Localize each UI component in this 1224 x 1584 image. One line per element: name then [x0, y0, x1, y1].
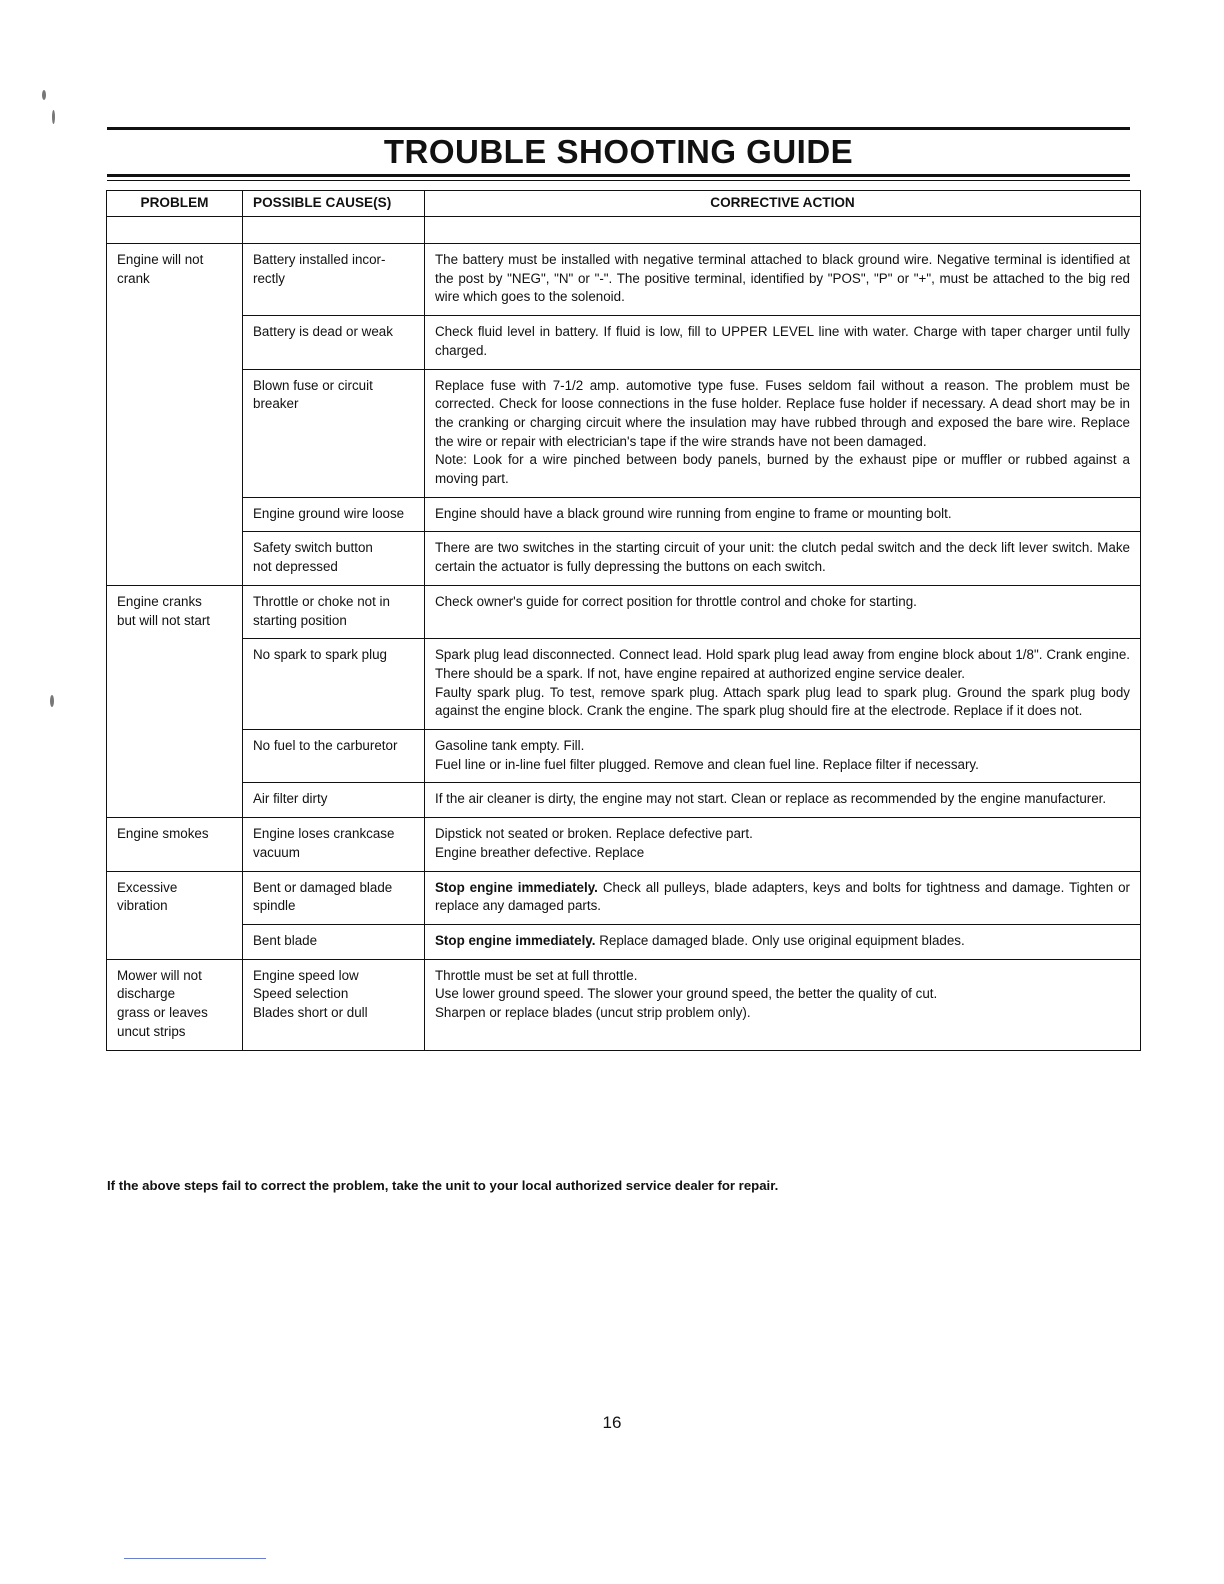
cause-text: No spark to spark plug — [253, 647, 387, 663]
problem-cell — [107, 244, 243, 586]
title-rule-bottom — [107, 174, 1130, 177]
cause-text: Blades short or dull — [253, 1005, 368, 1021]
action-paragraph — [435, 646, 1130, 683]
page-title: TROUBLE SHOOTING GUIDE — [383, 133, 854, 170]
problem-text: Engine will not — [117, 252, 204, 267]
action-paragraph — [435, 844, 1130, 863]
problem-text: Mower will not — [117, 967, 202, 983]
table-row — [107, 532, 1141, 585]
table-row — [107, 783, 1141, 818]
cause-text: Battery is dead or weak — [253, 324, 393, 340]
problem-cell — [107, 959, 243, 1050]
action-text: Use lower ground speed. The slower your ground speed, the better the quality of cut. — [435, 986, 938, 1002]
action-cell — [425, 959, 1141, 1050]
cause-cell — [243, 783, 425, 818]
table-row — [107, 924, 1141, 959]
problem-text: vibration — [117, 898, 168, 914]
trouble-shooting-table — [106, 190, 1141, 1051]
table-row — [107, 316, 1141, 369]
action-text: Replace damaged blade. Only use original equipment blades. — [595, 932, 965, 948]
action-paragraph — [435, 377, 1130, 452]
cause-cell — [243, 532, 425, 585]
action-cell — [425, 244, 1141, 316]
header-spacer — [107, 217, 1141, 244]
cause-text: vacuum — [253, 844, 300, 860]
action-cell — [425, 497, 1141, 532]
action-text: Dipstick not seated or broken. Replace defective part. — [435, 826, 753, 842]
table-row — [107, 639, 1141, 730]
action-cell — [425, 316, 1141, 369]
action-text: Check owner's guide for correct position for throttle control and choke for starting. — [435, 593, 917, 609]
table-body — [107, 244, 1141, 1051]
header-corrective-action: CORRECTIVE ACTION — [425, 191, 1141, 217]
cause-text: spindle — [253, 898, 296, 914]
problem-cell — [107, 871, 243, 959]
table-row — [107, 369, 1141, 497]
cause-text: No fuel to the carburetor — [253, 738, 398, 754]
cause-text: Throttle or choke not in — [253, 593, 390, 609]
action-text: Fuel line or in-line fuel filter plugged. Remove and clean fuel line. Replace filter if necessary. — [435, 756, 979, 772]
action-cell — [425, 730, 1141, 783]
action-paragraph — [435, 539, 1130, 576]
table-row — [107, 585, 1141, 638]
header-problem: PROBLEM — [107, 191, 243, 217]
action-paragraph — [435, 323, 1130, 360]
action-paragraph — [435, 756, 1130, 775]
action-cell — [425, 585, 1141, 638]
cause-cell — [243, 818, 425, 871]
table-row — [107, 818, 1141, 871]
action-emphasis: Stop engine immediately. — [435, 932, 596, 948]
table-row — [107, 244, 1141, 316]
action-cell — [425, 818, 1141, 871]
action-paragraph — [435, 932, 1130, 951]
cause-text: Battery installed incor- — [253, 252, 386, 267]
problem-text: uncut strips — [117, 1023, 186, 1039]
action-cell — [425, 871, 1141, 924]
cause-text: Air filter dirty — [253, 791, 328, 807]
action-text: Check fluid level in battery. If fluid is low, fill to UPPER LEVEL line with water. Charge with taper charger until fully charged. — [435, 324, 1130, 358]
table-row — [107, 959, 1141, 1050]
cause-text: Engine loses crankcase — [253, 826, 395, 842]
action-paragraph — [435, 879, 1130, 916]
action-emphasis: Stop engine immediately. — [435, 879, 598, 895]
action-text: Engine breather defective. Replace — [435, 844, 645, 860]
cause-cell — [243, 244, 425, 316]
action-paragraph — [435, 593, 1130, 612]
scan-speck — [50, 695, 54, 707]
action-text: Throttle must be set at full throttle. — [435, 967, 638, 983]
cause-text: rectly — [253, 270, 285, 286]
action-text: Sharpen or replace blades (uncut strip problem only). — [435, 1005, 751, 1021]
title-rule-bottom-thin — [107, 180, 1130, 181]
action-text: Check all pulleys, blade adapters, keys and bolts for tightness and damage. Tighten or replace any damaged parts. — [435, 879, 1130, 914]
action-cell — [425, 924, 1141, 959]
action-text: Replace fuse with 7-1/2 amp. automotive type fuse. Fuses seldom fail without a reason. The problem must be corrected. Check for loose connections in the fuse holder. Replace fuse holder if necessary. A dead short may be in the cranking or charging circuit where the insulation may have rubbed through and exposed the bare wire. Replace the wire or repair with electrician's tape if the wire strands have not been damaged. — [435, 377, 1130, 449]
action-paragraph — [435, 967, 1130, 986]
problem-text: Engine smokes — [117, 826, 209, 842]
action-text: Engine should have a black ground wire running from engine to frame or mounting bolt. — [435, 505, 952, 521]
action-text: The battery must be installed with negative terminal attached to black ground wire. Negative terminal is identified at the post by "NEG", "N" or "-". The positive terminal, identified by "POS", "P" or "+", must be attached to the big red wire which goes to the solenoid. — [435, 252, 1130, 305]
action-text: There are two switches in the starting circuit of your unit: the clutch pedal switch and the deck lift lever switch. Make certain the actuator is fully depressing the buttons on each switch. — [435, 540, 1130, 575]
action-text: Faulty spark plug. To test, remove spark plug. Attach spark plug lead to spark plug. Ground the spark plug body against the engine block. Crank the engine. The spark plug should fire at the electrode. Replace if it does not. — [435, 684, 1130, 719]
problem-text: grass or leaves — [117, 1005, 208, 1021]
action-paragraph — [435, 451, 1130, 488]
cause-text: Engine ground wire loose — [253, 505, 405, 521]
cause-text: Speed selection — [253, 986, 349, 1002]
action-paragraph — [435, 505, 1130, 524]
cause-text: Engine speed low — [253, 967, 359, 983]
cause-text: Blown fuse or circuit — [253, 377, 373, 393]
problem-text: Excessive — [117, 879, 178, 895]
action-paragraph — [435, 684, 1130, 721]
action-paragraph — [435, 825, 1130, 844]
action-paragraph — [435, 790, 1130, 809]
action-cell — [425, 639, 1141, 730]
table-header-row — [107, 191, 1141, 217]
cause-text: Bent or damaged blade — [253, 879, 393, 895]
problem-text: crank — [117, 270, 150, 286]
action-text: Note: Look for a wire pinched between body panels, burned by the exhaust pipe or muffler or rubbed against a moving part. — [435, 452, 1130, 487]
cause-cell — [243, 497, 425, 532]
title-rule-top — [107, 127, 1130, 130]
cause-cell — [243, 585, 425, 638]
table-row — [107, 497, 1141, 532]
cause-text: Safety switch button — [253, 540, 373, 556]
action-cell — [425, 369, 1141, 497]
problem-cell — [107, 818, 243, 871]
cause-cell — [243, 639, 425, 730]
cause-cell — [243, 316, 425, 369]
cause-text: breaker — [253, 396, 299, 412]
scan-speck — [42, 90, 46, 100]
table-row — [107, 871, 1141, 924]
bottom-edge-line — [124, 1558, 266, 1559]
problem-text: Engine cranks — [117, 593, 202, 609]
footer-note: If the above steps fail to correct the problem, take the unit to your local authorized service dealer for repair. — [107, 1178, 779, 1193]
cause-text: Bent blade — [253, 932, 318, 948]
action-cell — [425, 532, 1141, 585]
cause-cell — [243, 924, 425, 959]
cause-cell — [243, 871, 425, 924]
action-text: Spark plug lead disconnected. Connect lead. Hold spark plug lead away from engine block about 1/8". Crank engine. There should be a spark. If not, have engine repaired at authorized engine service dealer. — [435, 647, 1130, 681]
problem-text: but will not start — [117, 612, 211, 628]
action-paragraph — [435, 737, 1130, 756]
table-row — [107, 730, 1141, 783]
problem-cell — [107, 585, 243, 817]
problem-text: discharge — [117, 986, 176, 1002]
action-text: Gasoline tank empty. Fill. — [435, 738, 585, 754]
cause-text: not depressed — [253, 559, 338, 575]
action-paragraph — [435, 985, 1130, 1004]
action-paragraph — [435, 251, 1130, 307]
cause-cell — [243, 369, 425, 497]
action-text: If the air cleaner is dirty, the engine may not start. Clean or replace as recommended by the engine manufacturer. — [435, 791, 1107, 807]
cause-text: starting position — [253, 612, 347, 628]
cause-cell — [243, 959, 425, 1050]
action-paragraph — [435, 1004, 1130, 1023]
cause-cell — [243, 730, 425, 783]
header-possible-causes: POSSIBLE CAUSE(S) — [243, 191, 425, 217]
page-number: 16 — [602, 1413, 622, 1432]
scan-speck — [52, 110, 55, 124]
action-cell — [425, 783, 1141, 818]
